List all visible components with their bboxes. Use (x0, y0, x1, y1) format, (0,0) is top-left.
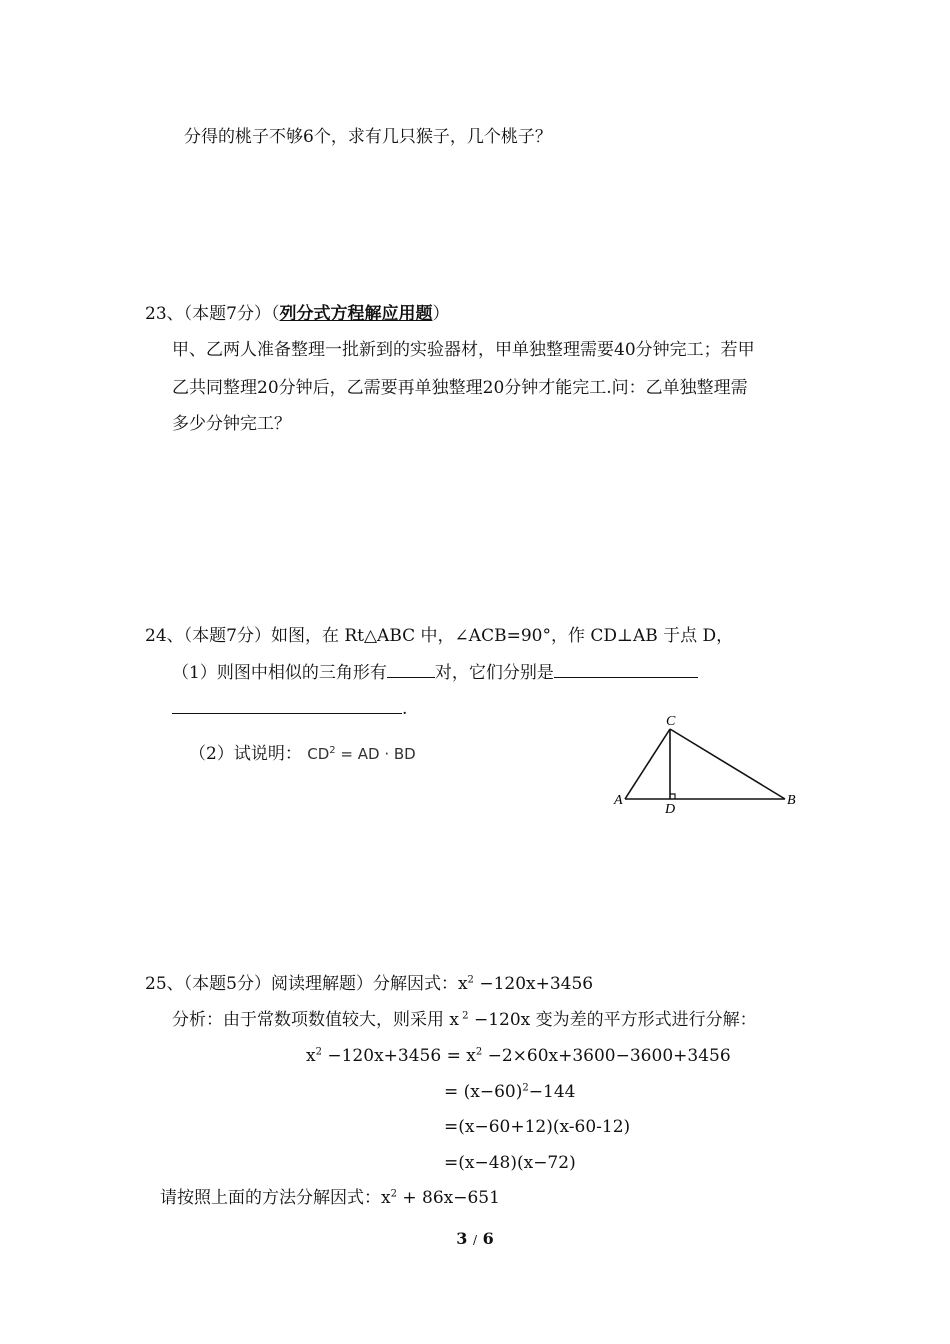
q25-step-1: $x^2 -120x+3456 = x^2 -2\times 60x+3600-3600+3456$ (306, 1046, 731, 1066)
q24-part-1 (172, 661, 698, 684)
q24-part1-end: . (402, 699, 408, 719)
q24-formula: $CD^2$ = AD · BD (307, 745, 416, 763)
q24-part-2 (189, 743, 416, 765)
question-24-header: 24、（本题7分）如图，在 Rt△ABC 中，∠ACB=90°，作 CD⊥AB 于点 D， (145, 626, 734, 646)
page-number (0, 1229, 950, 1248)
q25-step-4: =(x−48)(x−72) (444, 1153, 576, 1173)
question-23-header (145, 303, 449, 325)
page-current: 3 (456, 1229, 468, 1248)
q24-part1-a: （1）则图中相似的三角形有 (172, 663, 387, 683)
q24-part2-label: （2）试说明： (189, 744, 302, 764)
answer-blank-triangles[interactable] (554, 661, 698, 678)
page-separator: / (472, 1233, 478, 1247)
question-25-header: 25、（本题5分）阅读理解题）分解因式：$x^2 -120x+3456$ (145, 974, 594, 994)
side-ac (625, 729, 670, 799)
q23-meta: （本题7分）（ (183, 304, 280, 324)
label-d: D (665, 802, 676, 817)
q23-number: 23、 (145, 304, 184, 324)
q25-step-2: = $(x-60)^2-144$ (444, 1082, 576, 1102)
q25-task: 请按照上面的方法分解因式：$x^2 + 86x-651$ (160, 1188, 500, 1208)
label-a: A (614, 793, 623, 808)
label-b: B (787, 793, 796, 808)
q23-line-1: 甲、乙两人准备整理一批新到的实验器材，甲单独整理需要40分钟完工；若甲 (172, 340, 755, 360)
q24-part1-b: 对，它们分别是 (434, 663, 554, 683)
triangle-figure (600, 705, 820, 825)
q23-close: ） (432, 304, 450, 324)
answer-blank-count[interactable] (387, 661, 435, 678)
q25-step-3: =(x−60+12)(x-60-12) (444, 1117, 631, 1137)
continuation-text: 分得的桃子不够6个，求有几只猴子，几个桃子？ (184, 127, 552, 147)
answer-blank-triangles-2[interactable] (172, 697, 402, 714)
side-cb (670, 729, 785, 799)
label-c: C (666, 714, 676, 729)
q24-part-1-cont (172, 697, 407, 720)
q23-line-3: 多少分钟完工？ (172, 414, 291, 434)
q23-line-2: 乙共同整理20分钟后，乙需要再单独整理20分钟才能完工.问：乙单独整理需 (172, 378, 748, 398)
page-total: 6 (482, 1229, 494, 1248)
q25-analysis: 分析：由于常数项数值较大，则采用 x $^2$ −120x 变为差的平方形式进行分解： (172, 1010, 757, 1030)
q23-title: 列分式方程解应用题 (279, 304, 433, 324)
